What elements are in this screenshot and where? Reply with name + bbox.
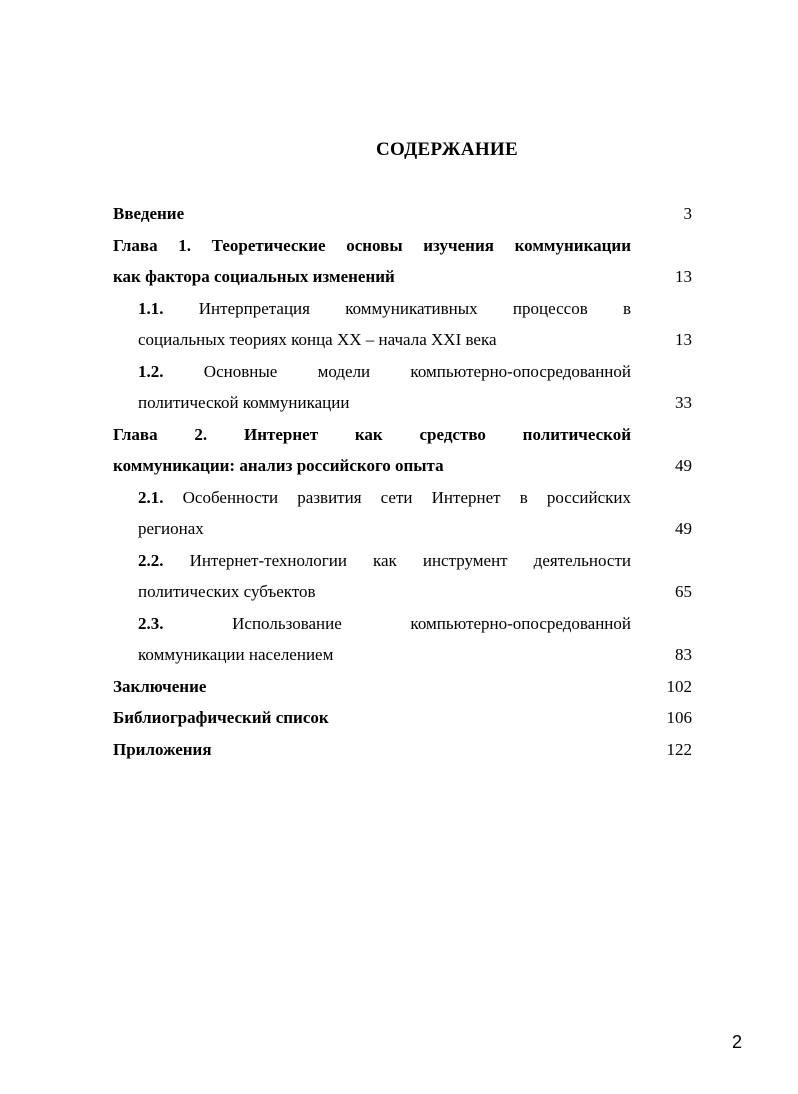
toc-entry-label-line1 [138, 356, 631, 388]
toc-section-number: 1.2. [138, 361, 164, 381]
toc-entry-label-line1: Глава 2. Интернет как средство политической [113, 424, 631, 444]
toc-entry-page: 106 [666, 708, 692, 727]
toc-entry-label-line2: коммуникации: анализ российского опыта [113, 456, 444, 475]
toc-entry-page: 49 [675, 519, 692, 538]
toc-section-text: Интерпретация коммуникативных процессов в [198, 298, 632, 318]
toc-entry-label-line2: как фактора социальных изменений [113, 267, 395, 286]
toc-entry-section-1-1[interactable] [0, 293, 798, 325]
toc-entry-chapter-2[interactable] [0, 419, 798, 451]
toc-entry-page: 122 [666, 739, 692, 759]
toc-entry-page: 102 [666, 676, 692, 696]
toc-entry-label-line1: Глава 1. Теоретические основы изучения коммуникации [113, 235, 631, 255]
toc-entry-section-1-2[interactable] [0, 356, 798, 388]
toc-entry-label-line1 [138, 545, 631, 577]
toc-entry-section-2-1[interactable] [0, 482, 798, 514]
toc-entry-page: 83 [675, 645, 692, 664]
toc-entry-section-1-1-cont[interactable] [0, 324, 798, 356]
toc-section-text: Использование компьютерно-опосредованной [232, 613, 631, 633]
toc-entry-page: 49 [675, 456, 692, 475]
toc-entry-conclusion[interactable] [0, 671, 798, 703]
toc-entry-section-2-3-cont[interactable] [0, 639, 798, 671]
toc-section-number: 2.2. [138, 550, 164, 570]
toc-entry-label: Приложения [113, 739, 212, 759]
toc-entry-label-line2: коммуникации населением [138, 645, 334, 664]
page-number: 2 [731, 1032, 742, 1052]
toc-section-number: 2.3. [138, 613, 164, 633]
toc-entry-label-line2: регионах [138, 519, 204, 538]
toc-entry-intro[interactable] [0, 198, 798, 230]
toc-entry-page: 65 [675, 582, 692, 601]
toc-entry-section-2-3[interactable] [0, 608, 798, 640]
toc-entry-section-1-2-cont[interactable] [0, 387, 798, 419]
toc-entry-label-line2: политических субъектов [138, 582, 316, 601]
toc-entry-page: 3 [683, 204, 692, 223]
toc-section-text: Особенности развития сети Интернет в российских [182, 487, 631, 507]
toc-entry-section-2-2[interactable] [0, 545, 798, 577]
toc-entry-label-line2: социальных теориях конца XX – начала XXI века [138, 330, 497, 349]
toc-entry-page: 13 [675, 330, 692, 349]
toc-entry-chapter-1-cont[interactable] [0, 261, 798, 293]
toc-entry-label: Введение [113, 204, 185, 223]
toc-entry-label: Библиографический список [113, 708, 329, 727]
toc-entry-bibliography[interactable] [0, 702, 798, 734]
toc-entry-page: 13 [675, 267, 692, 286]
toc-section-text: Основные модели компьютерно-опосредованной [203, 361, 632, 381]
toc-entry-label: Заключение [113, 676, 207, 696]
toc-section-number: 1.1. [138, 298, 164, 318]
table-of-contents [0, 198, 798, 765]
toc-section-number: 2.1. [138, 487, 164, 507]
toc-entry-label-line1 [138, 293, 631, 325]
toc-entry-label-line2: политической коммуникации [138, 393, 350, 412]
toc-entry-page: 33 [675, 393, 692, 412]
toc-entry-label-line1 [138, 608, 631, 640]
toc-entry-chapter-1[interactable] [0, 230, 798, 262]
toc-entry-section-2-1-cont[interactable] [0, 513, 798, 545]
toc-entry-label-line1 [138, 482, 631, 514]
toc-entry-section-2-2-cont[interactable] [0, 576, 798, 608]
toc-title: СОДЕРЖАНИЕ [376, 139, 518, 160]
toc-entry-appendix[interactable] [0, 734, 798, 766]
toc-section-text: Интернет-технологии как инструмент деятельности [189, 550, 631, 570]
toc-entry-chapter-2-cont[interactable] [0, 450, 798, 482]
